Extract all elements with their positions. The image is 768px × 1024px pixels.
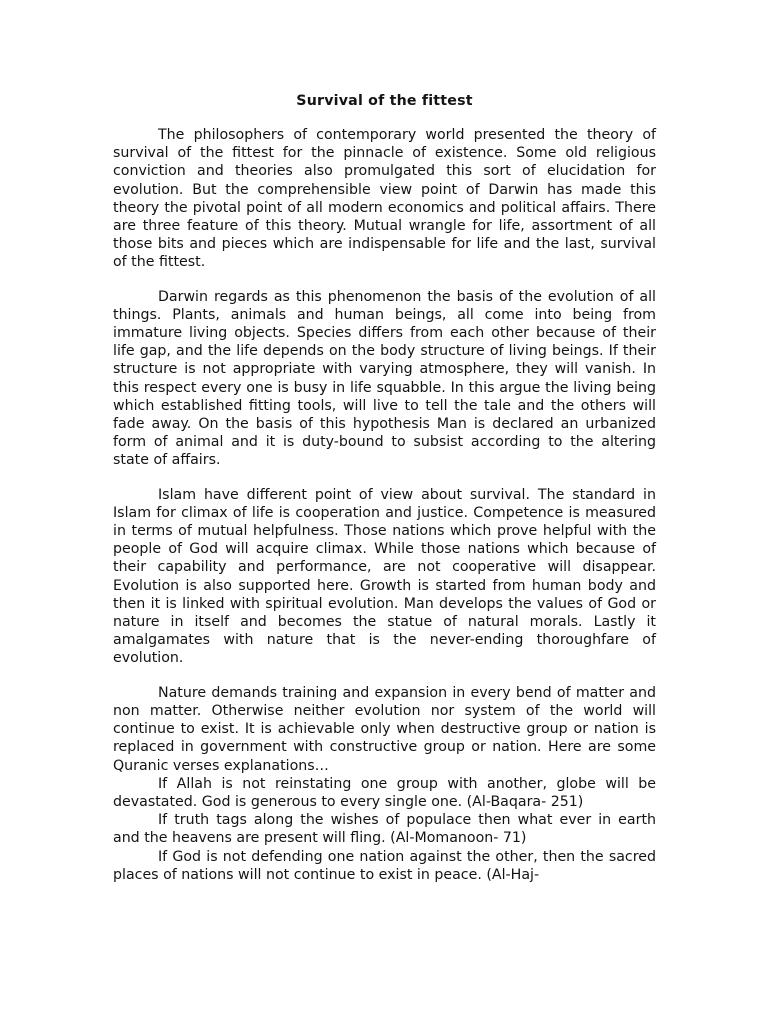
paragraph-intro: The philosophers of contemporary world presented the theory of survival of the fittest for the pinnacle of existence. Some old religious conviction and theories also promulgated this sort of elucidation for evolution. But the comprehensible view point of Darwin has made this theory the pivotal point of all modern economics and political affairs. There are three feature of this theory. Mutual wrangle for life, assortment of all those bits and pieces which are indispensable for life and the last, survival of the fittest. bbox=[113, 127, 656, 271]
document-body bbox=[113, 92, 656, 884]
verse-al-momanoon: If truth tags along the wishes of populace then what ever in earth and the heavens are present will fling. (Al-Momanoon- 71) bbox=[113, 812, 656, 847]
paragraph-islam: Islam have different point of view about survival. The standard in Islam for climax of life is cooperation and justice. Competence is measured in terms of mutual helpfulness. Those nations which prove helpful with the people of God will acquire climax. While those nations which because of their capability and performance, are not cooperative will disappear. Evolution is also supported here. Growth is started from human body and then it is linked with spiritual evolution. Man develops the values of God or nature in itself and becomes the statue of natural morals. Lastly it amalgamates with nature that is the never-ending thoroughfare of evolution. bbox=[113, 486, 656, 667]
paragraph-darwin: Darwin regards as this phenomenon the basis of the evolution of all things. Plants, animals and human beings, all come into being from immature living objects. Species differs from each other because of their life gap, and the life depends on the body structure of living beings. If their structure is not appropriate with varying atmosphere, they will vanish. In this respect every one is busy in life squabble. In this argue the living being which established fitting tools, will live to tell the tale and the others will fade away. On the basis of this hypothesis Man is declared an urbanized form of animal and it is duty-bound to subsist according to the altering state of affairs. bbox=[113, 288, 656, 469]
verse-al-baqara: If Allah is not reinstating one group with another, globe will be devastated. God is generous to every single one. (Al-Baqara- 251) bbox=[113, 775, 656, 810]
document-title: Survival of the fittest bbox=[296, 93, 473, 109]
paragraph-nature: Nature demands training and expansion in every bend of matter and non matter. Otherwise neither evolution nor system of the world will continue to exist. It is achievable only when destructive group or nation is replaced in government with constructive group or nation. Here are some Quranic verses explanations… bbox=[113, 684, 656, 774]
verse-al-haj: If God is not defending one nation against the other, then the sacred places of nations will not continue to exist in peace. (Al-Haj- bbox=[113, 848, 656, 883]
